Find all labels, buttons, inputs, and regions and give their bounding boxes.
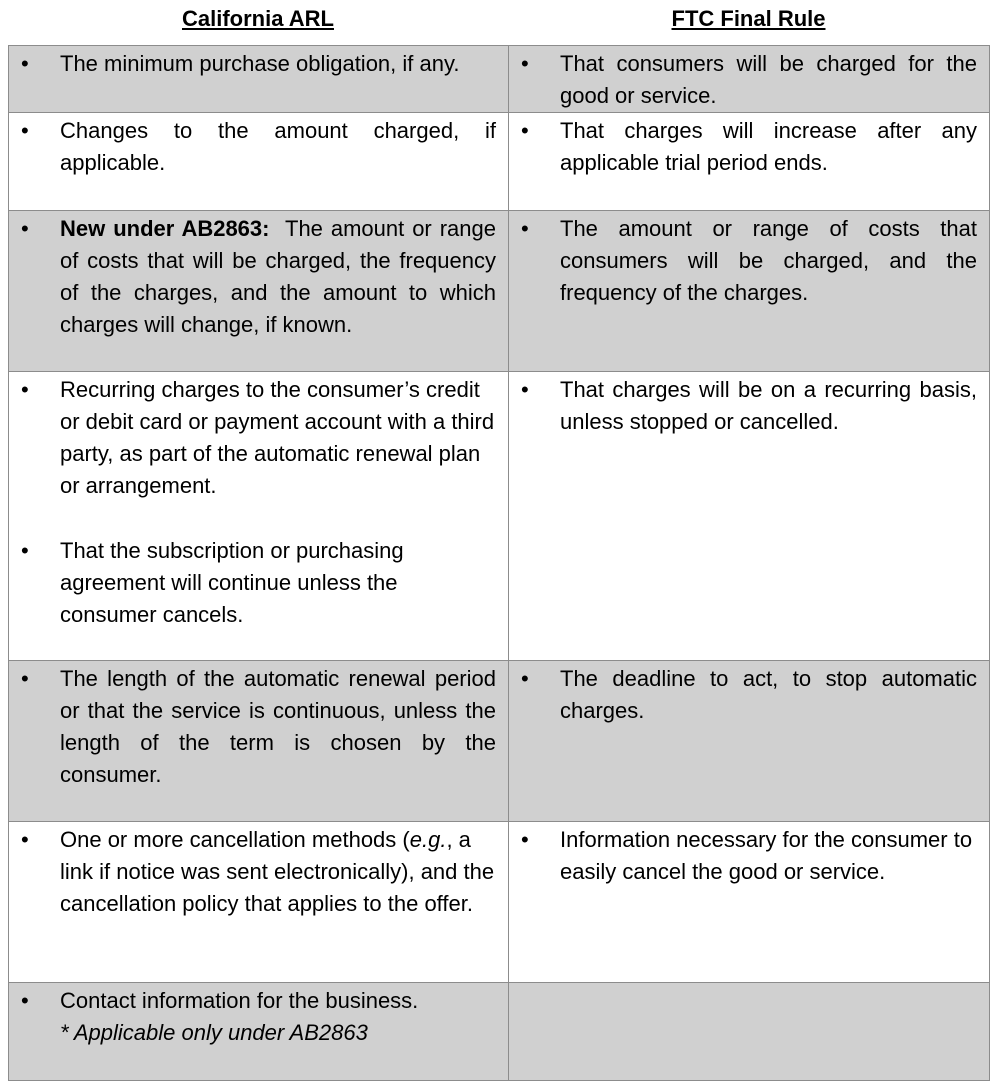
table-row	[9, 211, 990, 372]
ftc-cell-empty	[509, 983, 990, 1081]
california-cell	[9, 211, 509, 372]
ftc-cell	[509, 822, 990, 983]
ftc-cell	[509, 661, 990, 822]
bullet-text: , a link if notice was sent electronically), and the cancellation policy that applies to the offer.	[60, 827, 495, 916]
table-row	[9, 46, 990, 113]
bullet-item: • The length of the automatic renewal period or that the service is continuous, unless the length of the term is chosen by the consumer.	[9, 663, 496, 791]
bullet-item: • Information necessary for the consumer to easily cancel the good or service.	[509, 824, 977, 888]
table-row	[9, 661, 990, 822]
table-row	[9, 113, 990, 211]
ftc-cell	[509, 372, 990, 661]
bullet-item: • Recurring charges to the consumer’s credit or debit card or payment account with a third party, as part of the automatic renewal plan or arrangement.	[9, 374, 496, 502]
bullet-item: • That charges will increase after any applicable trial period ends.	[509, 115, 977, 179]
table-row	[9, 983, 990, 1081]
bullet-item: • Contact information for the business.	[9, 985, 496, 1017]
column-header-california-arl: California ARL	[182, 6, 334, 31]
bullet-item: • That consumers will be charged for the good or service.	[509, 48, 977, 112]
ftc-cell	[509, 46, 990, 113]
ftc-cell	[509, 113, 990, 211]
bullet-item	[9, 213, 496, 341]
footnote-applicable-only: * Applicable only under AB2863	[60, 1020, 368, 1045]
new-under-ab2863-label: New under AB2863:	[60, 216, 270, 241]
comparison-table	[8, 45, 990, 1081]
bullet-item: • That charges will be on a recurring basis, unless stopped or cancelled.	[509, 374, 977, 438]
california-cell	[9, 822, 509, 983]
table-row	[9, 822, 990, 983]
california-cell	[9, 113, 509, 211]
bullet-item: • The minimum purchase obligation, if any.	[9, 48, 496, 80]
bullet-item: • The amount or range of costs that consumers will be charged, and the frequency of the charges.	[509, 213, 977, 309]
california-cell	[9, 661, 509, 822]
california-cell	[9, 983, 509, 1081]
california-cell	[9, 46, 509, 113]
table-row	[9, 372, 990, 661]
ftc-cell	[509, 211, 990, 372]
eg-abbreviation: e.g.	[409, 827, 447, 852]
bullet-item	[9, 824, 496, 920]
bullet-item: • Changes to the amount charged, if applicable.	[9, 115, 496, 179]
bullet-item: • The deadline to act, to stop automatic charges.	[509, 663, 977, 727]
bullet-text: The amount or range of costs that will be charged, the frequency of the charges, and the amount to which charges will change, if known.	[60, 216, 496, 337]
column-header-ftc-final-rule: FTC Final Rule	[671, 6, 826, 31]
bullet-item: • That the subscription or purchasing agreement will continue unless the consumer cancels.	[9, 535, 496, 631]
bullet-text: One or more cancellation methods (	[60, 827, 410, 852]
california-cell	[9, 372, 509, 661]
